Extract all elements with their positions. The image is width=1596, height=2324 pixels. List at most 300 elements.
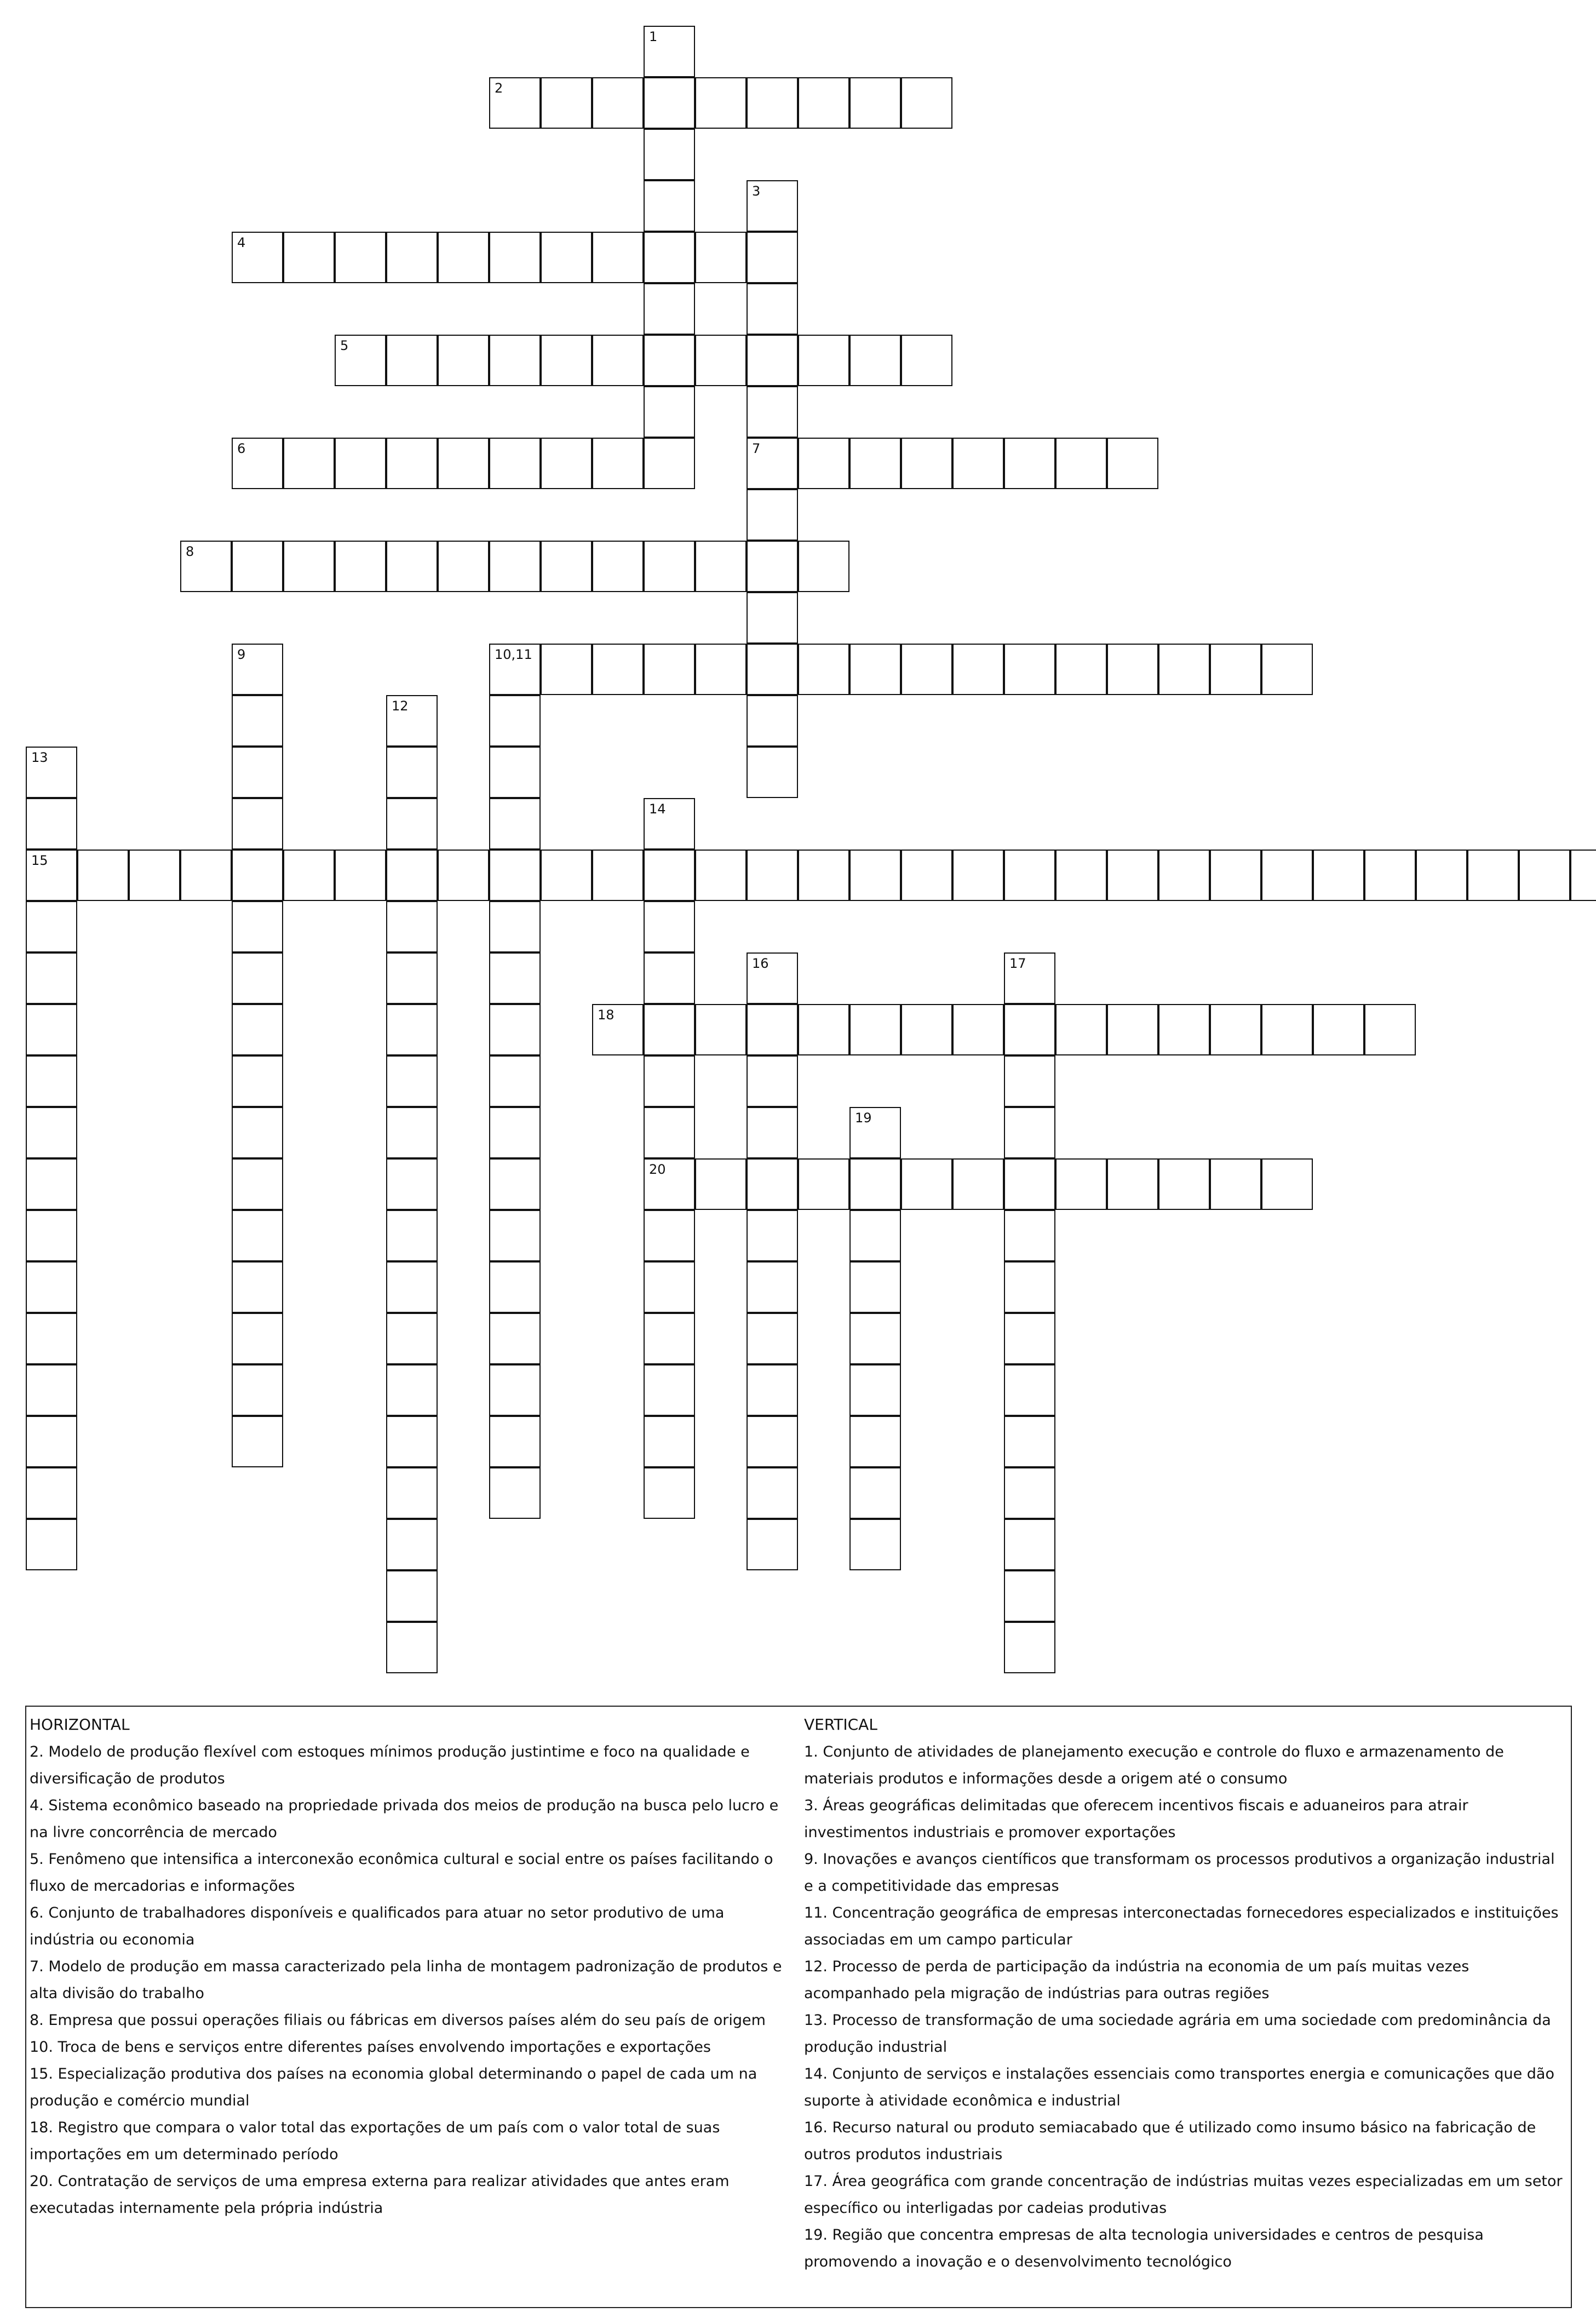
grid-cell[interactable] xyxy=(747,438,798,489)
grid-cell[interactable] xyxy=(747,180,798,232)
clue-vertical-9: 19. Região que concentra empresas de alta tecnologia universidades e centros de pesquisa promovendo a inovação e o desenvolvimento tecnológico xyxy=(804,2227,1484,2270)
clue-number: 2 xyxy=(495,81,503,96)
clue-number: 1 xyxy=(649,29,658,44)
grid-cell[interactable] xyxy=(695,850,747,901)
clue-vertical-4: 12. Processo de perda de participação da indústria na economia de um país muitas vezes acompanhado pela migração de indústrias para outras regiões xyxy=(804,1958,1469,2002)
grid-cell[interactable] xyxy=(849,1210,901,1261)
grid-cell[interactable] xyxy=(592,644,644,695)
grid-cell[interactable] xyxy=(489,1261,541,1313)
grid-cell[interactable] xyxy=(386,1055,438,1107)
grid-cell[interactable] xyxy=(1210,1158,1261,1210)
grid-cell[interactable] xyxy=(1467,850,1519,901)
grid-cell[interactable] xyxy=(747,1313,798,1364)
grid-cell[interactable] xyxy=(335,541,386,592)
vertical-clues xyxy=(804,1711,1565,2275)
grid-cell[interactable] xyxy=(489,541,541,592)
grid-cell[interactable] xyxy=(26,747,77,798)
grid-cell[interactable] xyxy=(798,1004,849,1055)
grid-cell[interactable] xyxy=(386,1210,438,1261)
grid-cell[interactable] xyxy=(386,1364,438,1416)
grid-cell[interactable] xyxy=(1004,1416,1055,1467)
grid-cell[interactable] xyxy=(952,438,1004,489)
grid-cell[interactable] xyxy=(1004,1570,1055,1622)
grid-cell[interactable] xyxy=(695,1004,747,1055)
grid-cell[interactable] xyxy=(541,77,592,129)
grid-cell[interactable] xyxy=(747,489,798,541)
clue-number: 3 xyxy=(752,183,761,199)
grid-cell[interactable] xyxy=(386,1107,438,1158)
grid-cell[interactable] xyxy=(1364,1004,1416,1055)
grid-cell[interactable] xyxy=(232,1004,283,1055)
grid-cell[interactable] xyxy=(849,438,901,489)
grid-cell[interactable] xyxy=(489,232,541,283)
grid-cell[interactable] xyxy=(1004,1313,1055,1364)
grid-cell[interactable] xyxy=(1158,1158,1210,1210)
grid-cell[interactable] xyxy=(1004,1261,1055,1313)
grid-cell[interactable] xyxy=(644,77,695,129)
grid-cell[interactable] xyxy=(644,644,695,695)
grid-cell[interactable] xyxy=(644,1416,695,1467)
grid-cell[interactable] xyxy=(747,1519,798,1570)
grid-cell[interactable] xyxy=(1055,644,1107,695)
grid-cell[interactable] xyxy=(541,438,592,489)
grid-cell[interactable] xyxy=(695,541,747,592)
grid-cell[interactable] xyxy=(849,850,901,901)
grid-cell[interactable] xyxy=(644,1004,695,1055)
grid-cell[interactable] xyxy=(1107,644,1158,695)
grid-cell[interactable] xyxy=(747,747,798,798)
grid-cell[interactable] xyxy=(644,541,695,592)
grid-cell[interactable] xyxy=(335,850,386,901)
grid-cell[interactable] xyxy=(335,232,386,283)
grid-cell[interactable] xyxy=(952,850,1004,901)
horizontal-clues xyxy=(30,1711,791,2222)
grid-cell[interactable] xyxy=(489,747,541,798)
grid-cell[interactable] xyxy=(386,438,438,489)
grid-cell[interactable] xyxy=(541,644,592,695)
grid-cell[interactable] xyxy=(386,1261,438,1313)
grid-cell[interactable] xyxy=(1158,850,1210,901)
grid-cell[interactable] xyxy=(438,438,489,489)
clue-vertical-1: 3. Áreas geográficas delimitadas que oferecem incentivos fiscais e aduaneiros para atrair investimentos industriais e promover exportações xyxy=(804,1797,1468,1841)
vertical-clue-list xyxy=(804,1738,1565,2275)
grid-cell[interactable] xyxy=(1261,644,1313,695)
grid-cell[interactable] xyxy=(26,1313,77,1364)
clue-number: 16 xyxy=(752,956,769,971)
clue-number: 15 xyxy=(31,853,48,868)
clue-number: 17 xyxy=(1009,956,1026,971)
grid-cell[interactable] xyxy=(232,901,283,952)
clue-number: 18 xyxy=(598,1007,615,1023)
clue-vertical-0: 1. Conjunto de atividades de planejamento execução e controle do fluxo e armazenamento de materiais produtos e informações desde a origem até o consumo xyxy=(804,1743,1504,1787)
grid-cell[interactable] xyxy=(386,1313,438,1364)
grid-cell[interactable] xyxy=(798,1158,849,1210)
grid-cell[interactable] xyxy=(798,541,849,592)
grid-cell[interactable] xyxy=(644,1210,695,1261)
grid-cell[interactable] xyxy=(1004,1158,1055,1210)
clue-vertical-5: 13. Processo de transformação de uma sociedade agrária em uma sociedade com predominância da produção industrial xyxy=(804,2012,1551,2056)
grid-cell[interactable] xyxy=(386,335,438,386)
grid-cell[interactable] xyxy=(798,644,849,695)
grid-cell[interactable] xyxy=(26,901,77,952)
grid-cell[interactable] xyxy=(232,952,283,1004)
vertical-title: VERTICAL xyxy=(804,1715,877,1734)
grid-cell[interactable] xyxy=(849,1107,901,1158)
grid-cell[interactable] xyxy=(489,1107,541,1158)
grid-cell[interactable] xyxy=(26,850,77,901)
grid-cell[interactable] xyxy=(592,335,644,386)
grid-cell[interactable] xyxy=(335,335,386,386)
grid-cell[interactable] xyxy=(1416,850,1467,901)
grid-cell[interactable] xyxy=(232,644,283,695)
grid-cell[interactable] xyxy=(592,1004,644,1055)
grid-cell[interactable] xyxy=(489,1004,541,1055)
grid-cell[interactable] xyxy=(1004,644,1055,695)
clue-number: 4 xyxy=(237,235,246,250)
clue-vertical-7: 16. Recurso natural ou produto semiacabado que é utilizado como insumo básico na fabricação de outros produtos industriais xyxy=(804,2119,1536,2163)
grid-cell[interactable] xyxy=(644,232,695,283)
grid-cell[interactable] xyxy=(489,1055,541,1107)
clue-horizontal-4: 7. Modelo de produção em massa caracterizado pela linha de montagem padronização de produtos e alta divisão do trabalho xyxy=(30,1958,782,2002)
grid-cell[interactable] xyxy=(747,77,798,129)
grid-cell[interactable] xyxy=(901,644,952,695)
grid-cell[interactable] xyxy=(1004,1107,1055,1158)
grid-cell[interactable] xyxy=(1261,1004,1313,1055)
grid-cell[interactable] xyxy=(747,695,798,747)
grid-cell[interactable] xyxy=(747,386,798,438)
clue-number: 5 xyxy=(340,338,349,353)
grid-cell[interactable] xyxy=(232,541,283,592)
grid-cell[interactable] xyxy=(26,1261,77,1313)
grid-cell[interactable] xyxy=(438,335,489,386)
grid-cell[interactable] xyxy=(26,1467,77,1519)
grid-cell[interactable] xyxy=(232,1313,283,1364)
clue-number: 9 xyxy=(237,647,246,662)
grid-cell[interactable] xyxy=(644,386,695,438)
clue-number: 20 xyxy=(649,1162,666,1177)
grid-cell[interactable] xyxy=(489,952,541,1004)
grid-cell[interactable] xyxy=(232,232,283,283)
clue-horizontal-0: 2. Modelo de produção flexível com estoques mínimos produção justintime e foco na qualidade e diversificação de produtos xyxy=(30,1743,750,1787)
clue-number: 12 xyxy=(392,698,409,714)
grid-cell[interactable] xyxy=(1313,850,1364,901)
clue-number: 10,11 xyxy=(495,647,532,662)
grid-cell[interactable] xyxy=(232,850,283,901)
grid-cell[interactable] xyxy=(747,1004,798,1055)
horizontal-clue-list xyxy=(30,1738,791,2222)
grid-cell[interactable] xyxy=(849,1261,901,1313)
grid-cell[interactable] xyxy=(232,1261,283,1313)
grid-cell[interactable] xyxy=(1107,438,1158,489)
grid-cell[interactable] xyxy=(283,850,335,901)
grid-cell[interactable] xyxy=(849,1004,901,1055)
grid-cell[interactable] xyxy=(1210,644,1261,695)
grid-cell[interactable] xyxy=(26,1519,77,1570)
grid-cell[interactable] xyxy=(695,335,747,386)
clue-horizontal-3: 6. Conjunto de trabalhadores disponíveis e qualificados para atuar no setor produtivo de uma indústria ou economia xyxy=(30,1904,725,1948)
grid-cell[interactable] xyxy=(1313,1004,1364,1055)
grid-cell[interactable] xyxy=(386,1004,438,1055)
grid-cell[interactable] xyxy=(644,798,695,850)
grid-cell[interactable] xyxy=(1519,850,1570,901)
grid-cell[interactable] xyxy=(644,1107,695,1158)
grid-cell[interactable] xyxy=(1004,1004,1055,1055)
grid-cell[interactable] xyxy=(386,695,438,747)
grid-cell[interactable] xyxy=(747,850,798,901)
grid-cell[interactable] xyxy=(644,850,695,901)
grid-cell[interactable] xyxy=(1004,1622,1055,1673)
grid-cell[interactable] xyxy=(232,695,283,747)
clue-number: 14 xyxy=(649,801,666,817)
grid-cell[interactable] xyxy=(232,1364,283,1416)
grid-cell[interactable] xyxy=(644,1313,695,1364)
grid-cell[interactable] xyxy=(541,850,592,901)
clue-horizontal-7: 15. Especialização produtiva dos países na economia global determinando o papel de cada um na produção e comércio mundial xyxy=(30,2065,757,2109)
grid-cell[interactable] xyxy=(798,850,849,901)
grid-cell[interactable] xyxy=(592,438,644,489)
grid-cell[interactable] xyxy=(901,850,952,901)
grid-cell[interactable] xyxy=(232,747,283,798)
grid-cell[interactable] xyxy=(747,232,798,283)
clue-horizontal-1: 4. Sistema econômico baseado na propriedade privada dos meios de produção na busca pelo lucro e na livre concorrência de mercado xyxy=(30,1797,779,1841)
grid-cell[interactable] xyxy=(1055,1004,1107,1055)
grid-cell[interactable] xyxy=(1210,1004,1261,1055)
grid-cell[interactable] xyxy=(26,1004,77,1055)
grid-cell[interactable] xyxy=(489,77,541,129)
grid-cell[interactable] xyxy=(747,283,798,335)
grid-cell[interactable] xyxy=(747,1261,798,1313)
clue-horizontal-6: 10. Troca de bens e serviços entre diferentes países envolvendo importações e exportações xyxy=(30,2039,711,2056)
clue-number: 8 xyxy=(186,544,194,559)
grid-cell[interactable] xyxy=(232,1158,283,1210)
grid-cell[interactable] xyxy=(952,644,1004,695)
grid-cell[interactable] xyxy=(283,541,335,592)
grid-cell[interactable] xyxy=(26,1416,77,1467)
grid-cell[interactable] xyxy=(489,335,541,386)
grid-cell[interactable] xyxy=(489,850,541,901)
grid-cell[interactable] xyxy=(901,77,952,129)
grid-cell[interactable] xyxy=(386,901,438,952)
grid-cell[interactable] xyxy=(180,541,232,592)
grid-cell[interactable] xyxy=(901,335,952,386)
grid-cell[interactable] xyxy=(438,850,489,901)
grid-cell[interactable] xyxy=(386,747,438,798)
grid-cell[interactable] xyxy=(386,850,438,901)
grid-cell[interactable] xyxy=(901,1004,952,1055)
grid-cell[interactable] xyxy=(438,541,489,592)
grid-cell[interactable] xyxy=(232,798,283,850)
grid-cell[interactable] xyxy=(747,1055,798,1107)
grid-cell[interactable] xyxy=(232,1055,283,1107)
grid-cell[interactable] xyxy=(438,232,489,283)
grid-cell[interactable] xyxy=(335,438,386,489)
grid-cell[interactable] xyxy=(1004,438,1055,489)
grid-cell[interactable] xyxy=(386,1416,438,1467)
grid-cell[interactable] xyxy=(232,1416,283,1467)
grid-cell[interactable] xyxy=(901,438,952,489)
grid-cell[interactable] xyxy=(541,232,592,283)
grid-cell[interactable] xyxy=(386,1570,438,1622)
grid-cell[interactable] xyxy=(849,1416,901,1467)
grid-cell[interactable] xyxy=(489,1467,541,1519)
grid-cell[interactable] xyxy=(849,1158,901,1210)
grid-cell[interactable] xyxy=(849,77,901,129)
clue-number: 7 xyxy=(752,441,761,456)
grid-cell[interactable] xyxy=(592,541,644,592)
clue-number: 13 xyxy=(31,750,48,765)
grid-cell[interactable] xyxy=(541,541,592,592)
grid-cell[interactable] xyxy=(1107,1158,1158,1210)
grid-cell[interactable] xyxy=(644,129,695,180)
grid-cell[interactable] xyxy=(489,798,541,850)
grid-cell[interactable] xyxy=(386,1467,438,1519)
grid-cell[interactable] xyxy=(26,1107,77,1158)
grid-cell[interactable] xyxy=(386,1519,438,1570)
grid-cell[interactable] xyxy=(644,1364,695,1416)
grid-cell[interactable] xyxy=(644,1055,695,1107)
grid-cell[interactable] xyxy=(489,1364,541,1416)
grid-cell[interactable] xyxy=(1210,850,1261,901)
grid-cell[interactable] xyxy=(644,901,695,952)
grid-cell[interactable] xyxy=(747,644,798,695)
grid-cell[interactable] xyxy=(1004,850,1055,901)
grid-cell[interactable] xyxy=(901,1158,952,1210)
grid-cell[interactable] xyxy=(644,1467,695,1519)
grid-cell[interactable] xyxy=(26,798,77,850)
grid-cell[interactable] xyxy=(747,541,798,592)
grid-cell[interactable] xyxy=(232,1210,283,1261)
clue-horizontal-2: 5. Fenômeno que intensifica a interconexão econômica cultural e social entre os países facilitando o fluxo de mercadorias e informações xyxy=(30,1851,773,1895)
grid-cell[interactable] xyxy=(1055,850,1107,901)
grid-cell[interactable] xyxy=(489,1313,541,1364)
grid-cell[interactable] xyxy=(232,438,283,489)
grid-cell[interactable] xyxy=(386,232,438,283)
grid-cell[interactable] xyxy=(644,26,695,77)
clues-panel xyxy=(25,1706,1572,2308)
grid-cell[interactable] xyxy=(1004,1210,1055,1261)
clue-horizontal-8: 18. Registro que compara o valor total das exportações de um país com o valor total de suas importações em um determinado período xyxy=(30,2119,720,2163)
grid-cell[interactable] xyxy=(1107,850,1158,901)
clue-vertical-2: 9. Inovações e avanços científicos que transformam os processos produtivos a organização industrial e a competitividade das empresas xyxy=(804,1851,1555,1895)
grid-cell[interactable] xyxy=(798,438,849,489)
grid-cell[interactable] xyxy=(1107,1004,1158,1055)
grid-cell[interactable] xyxy=(747,1416,798,1467)
grid-cell[interactable] xyxy=(952,1158,1004,1210)
clue-vertical-3: 11. Concentração geográfica de empresas interconectadas fornecedores especializados e instituições associadas em um campo particular xyxy=(804,1904,1559,1948)
grid-cell[interactable] xyxy=(747,1158,798,1210)
horizontal-title: HORIZONTAL xyxy=(30,1715,130,1734)
grid-cell[interactable] xyxy=(1570,850,1596,901)
grid-cell[interactable] xyxy=(1004,1364,1055,1416)
grid-cell[interactable] xyxy=(26,1364,77,1416)
grid-cell[interactable] xyxy=(695,1158,747,1210)
grid-cell[interactable] xyxy=(1261,1158,1313,1210)
grid-cell[interactable] xyxy=(695,77,747,129)
grid-cell[interactable] xyxy=(798,335,849,386)
grid-cell[interactable] xyxy=(489,1158,541,1210)
grid-cell[interactable] xyxy=(1004,952,1055,1004)
grid-cell[interactable] xyxy=(644,1261,695,1313)
clue-horizontal-5: 8. Empresa que possui operações filiais ou fábricas em diversos países além do seu país de origem xyxy=(30,2012,766,2029)
grid-cell[interactable] xyxy=(747,1364,798,1416)
grid-cell[interactable] xyxy=(592,77,644,129)
grid-cell[interactable] xyxy=(1004,1519,1055,1570)
clue-horizontal-9: 20. Contratação de serviços de uma empresa externa para realizar atividades que antes eram executadas internamente pela própria indústria xyxy=(30,2173,730,2217)
grid-cell[interactable] xyxy=(180,850,232,901)
clue-vertical-8: 17. Área geográfica com grande concentração de indústrias muitas vezes especializadas em um setor específico ou interligadas por cadeias produtivas xyxy=(804,2173,1563,2217)
grid-cell[interactable] xyxy=(1004,1467,1055,1519)
grid-cell[interactable] xyxy=(592,850,644,901)
grid-cell[interactable] xyxy=(798,77,849,129)
grid-cell[interactable] xyxy=(747,335,798,386)
grid-cell[interactable] xyxy=(849,1467,901,1519)
grid-cell[interactable] xyxy=(26,952,77,1004)
grid-cell[interactable] xyxy=(489,695,541,747)
grid-cell[interactable] xyxy=(489,644,541,695)
grid-cell[interactable] xyxy=(283,232,335,283)
grid-cell[interactable] xyxy=(644,952,695,1004)
grid-cell[interactable] xyxy=(489,901,541,952)
grid-cell[interactable] xyxy=(232,1107,283,1158)
grid-cell[interactable] xyxy=(386,541,438,592)
clue-number: 6 xyxy=(237,441,246,456)
grid-cell[interactable] xyxy=(747,592,798,644)
grid-cell[interactable] xyxy=(26,1055,77,1107)
grid-cell[interactable] xyxy=(849,1519,901,1570)
grid-cell[interactable] xyxy=(747,952,798,1004)
grid-cell[interactable] xyxy=(695,232,747,283)
grid-cell[interactable] xyxy=(26,1158,77,1210)
grid-cell[interactable] xyxy=(26,1210,77,1261)
grid-cell[interactable] xyxy=(644,283,695,335)
grid-cell[interactable] xyxy=(644,438,695,489)
grid-cell[interactable] xyxy=(386,1622,438,1673)
grid-cell[interactable] xyxy=(1055,438,1107,489)
clue-vertical-6: 14. Conjunto de serviços e instalações essenciais como transportes energia e comunicações que dão suporte à atividade econômica e industrial xyxy=(804,2065,1554,2109)
grid-cell[interactable] xyxy=(1261,850,1313,901)
grid-cell[interactable] xyxy=(489,1416,541,1467)
grid-cell[interactable] xyxy=(849,644,901,695)
grid-cell[interactable] xyxy=(644,180,695,232)
grid-cell[interactable] xyxy=(695,644,747,695)
grid-cell[interactable] xyxy=(77,850,129,901)
grid-cell[interactable] xyxy=(849,335,901,386)
grid-cell[interactable] xyxy=(1158,644,1210,695)
grid-cell[interactable] xyxy=(489,1210,541,1261)
grid-cell[interactable] xyxy=(1158,1004,1210,1055)
clue-number: 19 xyxy=(855,1110,872,1126)
grid-cell[interactable] xyxy=(386,1158,438,1210)
grid-cell[interactable] xyxy=(1055,1158,1107,1210)
grid-cell[interactable] xyxy=(644,335,695,386)
grid-cell[interactable] xyxy=(541,335,592,386)
grid-cell[interactable] xyxy=(644,1158,695,1210)
grid-cell[interactable] xyxy=(386,952,438,1004)
grid-cell[interactable] xyxy=(489,438,541,489)
grid-cell[interactable] xyxy=(129,850,180,901)
grid-cell[interactable] xyxy=(386,798,438,850)
grid-cell[interactable] xyxy=(747,1107,798,1158)
grid-cell[interactable] xyxy=(747,1467,798,1519)
grid-cell[interactable] xyxy=(592,232,644,283)
grid-cell[interactable] xyxy=(747,1210,798,1261)
grid-cell[interactable] xyxy=(1004,1055,1055,1107)
grid-cell[interactable] xyxy=(849,1313,901,1364)
grid-cell[interactable] xyxy=(1364,850,1416,901)
grid-cell[interactable] xyxy=(849,1364,901,1416)
grid-cell[interactable] xyxy=(952,1004,1004,1055)
grid-cell[interactable] xyxy=(283,438,335,489)
